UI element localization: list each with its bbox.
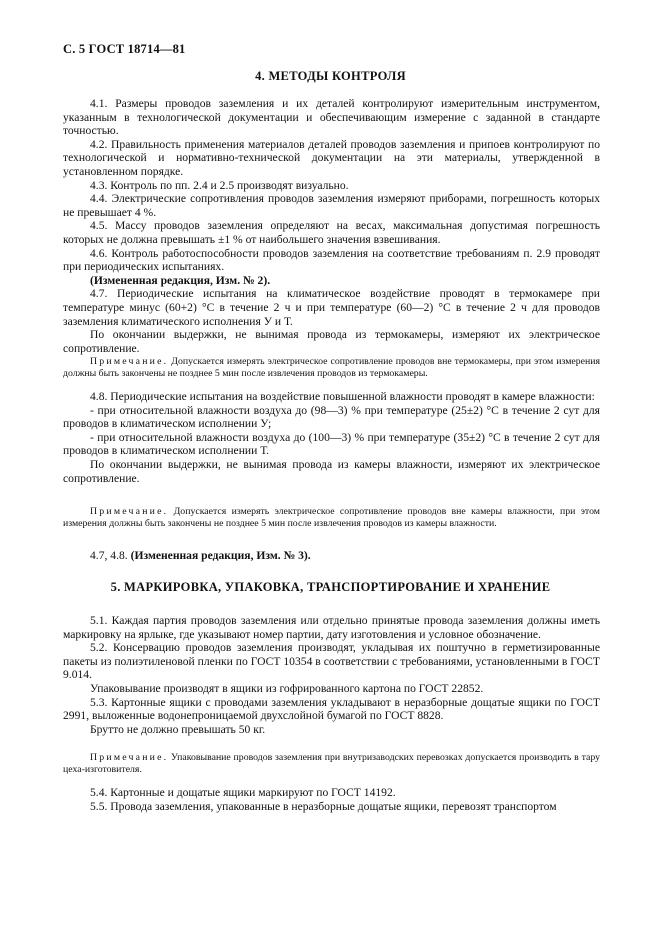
paragraph-4-8-item-t: - при относительной влажности воздуха до (100—3) % при температуре (35±2) °С в течение 2 сут для проводов в климатическом исполнении Т. [63,430,600,458]
paragraph-5-4: 5.4. Картонные и дощатые ящики маркируют по ГОСТ 14192. [90,786,396,799]
paragraph-5-3-continued: Брутто не должно превышать 50 кг. [90,722,266,736]
section-4-body [63,97,600,355]
section-5-body [63,614,600,736]
section-5-body-continued [63,786,600,813]
page-header: С. 5 ГОСТ 18714—81 [63,42,186,56]
paragraph-5-3: 5.3. Картонные ящики с проводами заземления укладывают в неразборные дощатые ящики по ГОСТ 2991, выложенные водонепроницаемой двухслойной бумагой по ГОСТ 8828. [63,695,600,723]
note-2-text: Допускается измерять электрическое сопротивление проводов вне камеры влажности, при этом измерения должны быть закончены не позднее 5 мин после извлечения проводов из камеры влажности. [63,506,600,530]
note-1 [63,356,600,380]
amendment-note-2-prefix: 4.7, 4.8. [90,549,131,562]
section-5-title: 5. МАРКИРОВКА, УПАКОВКА, ТРАНСПОРТИРОВАНИЕ И ХРАНЕНИЕ [110,580,551,594]
paragraph-4-3: 4.3. Контроль по пп. 2.4 и 2.5 производят визуально. [90,178,349,192]
paragraph-5-5: 5.5. Провода заземления, упакованные в неразборные дощатые ящики, перевозят транспортом [90,799,557,813]
paragraph-4-4: 4.4. Электрические сопротивления проводов заземления измеряют приборами, погрешность которых не превышает 4 %. [63,192,600,219]
section-4-8-body [63,390,600,485]
paragraph-4-8: 4.8. Периодические испытания на воздействие повышенной влажности проводят в камере влажности: [90,390,595,403]
paragraph-4-8-continued: По окончании выдержки, не вынимая провода из камеры влажности, измеряют их электрическое сопротивление. [63,457,600,485]
amendment-note-2 [63,549,600,563]
paragraph-4-8-item-u: - при относительной влажности воздуха до (98—3) % при температуре (25±2) °С в течение 2 сут для проводов в климатическом исполнении У; [63,403,600,431]
paragraph-5-2: 5.2. Консервацию проводов заземления производят, укладывая их поштучно в герметизированные пакеты из полиэтиленовой пленки по ГОСТ 10354 в соответствии с требованиями, установленными в ГОСТ 9.014. [63,641,600,682]
note-3-text: Упаковывание проводов заземления при внутризаводских перевозках допускается производить в тару цеха-изготовителя. [63,752,600,776]
amendment-note-1: (Измененная редакция, Изм. № 2). [90,273,271,287]
paragraph-5-2-continued: Упаковывание производят в ящики из гофрированного картона по ГОСТ 22852. [90,681,484,695]
amendment-note-2-text: (Измененная редакция, Изм. № 3). [130,549,311,562]
paragraph-4-2: 4.2. Правильность применения материалов деталей проводов заземления и припоев контролируют по технологической и нормативно-технической документации на эти материалы, утвержденной в установленном порядке. [63,137,600,178]
note-1-label: Примечание. [90,356,169,367]
paragraph-4-5: 4.5. Массу проводов заземления определяют на весах, максимальная допустимая погрешность которых не должна превышать ±1 % от наибольшего значения взвешивания. [63,219,600,246]
note-3 [63,752,600,776]
paragraph-4-7-continued: По окончании выдержки, не вынимая провода из термокамеры, измеряют их электрическое сопротивление. [63,328,600,355]
note-2-label: Примечание. [90,506,169,517]
note-3-label: Примечание. [90,752,169,763]
paragraph-4-1: 4.1. Размеры проводов заземления и их деталей контролируют измерительным инструментом, указанным в технологической документации и обеспечивающим измерение с заданной в стандарте точностью. [63,97,600,138]
section-4-title: 4. МЕТОДЫ КОНТРОЛЯ [255,69,406,83]
paragraph-4-6: 4.6. Контроль работоспособности проводов заземления на соответствие требованиям п. 2.9 проводят при периодических испытаниях. [63,246,600,274]
paragraph-4-7: 4.7. Периодические испытания на климатическое воздействие проводят в термокамере при температуре минус (60+2) °С в течение 2 ч и при температуре (60—2) °С в течение 2 ч для проводов заземления климатического исполнения У и Т. [63,287,600,328]
note-2 [63,506,600,530]
paragraph-5-1: 5.1. Каждая партия проводов заземления или отдельно принятые провода заземления должны иметь маркировку на ярлыке, где указывают номер партии, дату изготовления и условное обозначение. [63,614,600,641]
note-1-text: Допускается измерять электрическое сопротивление проводов вне термокамеры, при этом измерения должны быть закончены не позднее 5 мин после извлечения проводов из термокамеры. [63,356,600,380]
